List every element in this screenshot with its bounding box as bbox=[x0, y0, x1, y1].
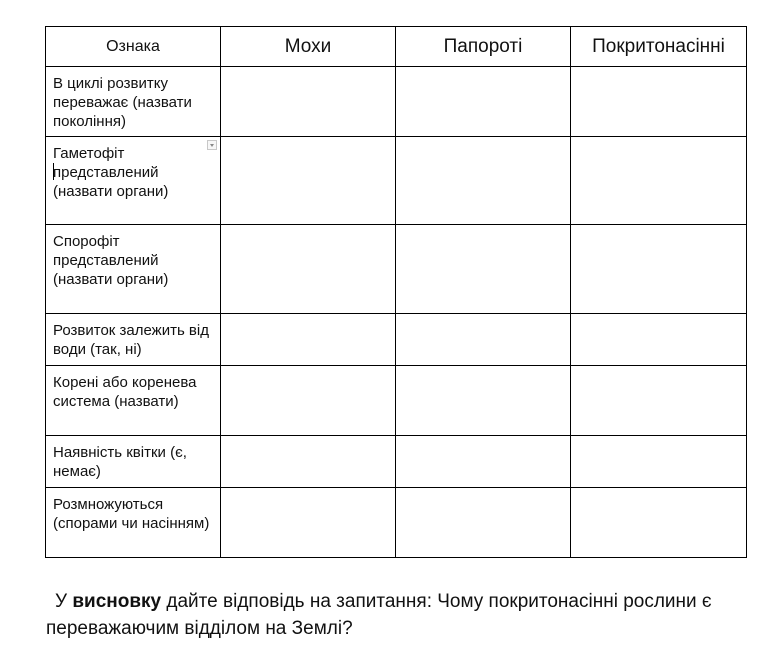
table-row bbox=[46, 488, 747, 558]
feature-label: Наявність квітки (є, немає) bbox=[53, 444, 187, 480]
answer-cell-ferns[interactable] bbox=[396, 314, 571, 366]
chevron-down-icon[interactable] bbox=[207, 140, 217, 150]
feature-label: Розмножуються (спорами чи насінням) bbox=[53, 496, 210, 532]
answer-cell-mosses[interactable] bbox=[221, 436, 396, 488]
table-row bbox=[46, 225, 747, 314]
traits-comparison-table bbox=[45, 26, 747, 558]
table-row bbox=[46, 314, 747, 366]
answer-cell-mosses[interactable] bbox=[221, 366, 396, 436]
conclusion-bold-word: висновку bbox=[72, 591, 162, 612]
answer-cell-ferns[interactable] bbox=[396, 436, 571, 488]
table-row bbox=[46, 436, 747, 488]
answer-cell-mosses[interactable] bbox=[221, 314, 396, 366]
feature-cell[interactable] bbox=[46, 436, 221, 488]
feature-label: Розвиток залежить від води (так, ні) bbox=[53, 322, 209, 358]
feature-label: Корені або коренева система (назвати) bbox=[53, 374, 197, 410]
header-mosses: Мохи bbox=[221, 27, 396, 67]
header-angiosperms: Покритонасінні bbox=[571, 27, 747, 67]
answer-cell-ferns[interactable] bbox=[396, 67, 571, 137]
answer-cell-angiosperms[interactable] bbox=[571, 225, 747, 314]
feature-cell[interactable] bbox=[46, 225, 221, 314]
answer-cell-angiosperms[interactable] bbox=[571, 366, 747, 436]
feature-label bbox=[46, 137, 220, 201]
answer-cell-angiosperms[interactable] bbox=[571, 436, 747, 488]
feature-cell[interactable] bbox=[46, 314, 221, 366]
feature-cell[interactable] bbox=[46, 67, 221, 137]
feature-cell[interactable] bbox=[46, 137, 221, 225]
answer-cell-angiosperms[interactable] bbox=[571, 314, 747, 366]
table-row bbox=[46, 366, 747, 436]
table-row bbox=[46, 67, 747, 137]
answer-cell-angiosperms[interactable] bbox=[571, 488, 747, 558]
answer-cell-ferns[interactable] bbox=[396, 366, 571, 436]
answer-cell-mosses[interactable] bbox=[221, 67, 396, 137]
answer-cell-mosses[interactable] bbox=[221, 225, 396, 314]
feature-label: Спорофіт представлений (назвати органи) bbox=[53, 233, 169, 288]
feature-label: В циклі розвитку переважає (назвати покоління) bbox=[53, 75, 192, 130]
conclusion-text: дайте відповідь на запитання: Чому покритонасінні рослини є переважаючим відділом на Землі? bbox=[46, 591, 712, 639]
answer-cell-mosses[interactable] bbox=[221, 488, 396, 558]
answer-cell-ferns[interactable] bbox=[396, 225, 571, 314]
answer-cell-angiosperms[interactable] bbox=[571, 67, 747, 137]
conclusion-prefix: У bbox=[55, 591, 73, 612]
table-row bbox=[46, 137, 747, 225]
feature-label-line1: Гаметофіт bbox=[53, 145, 125, 162]
header-ferns: Папороті bbox=[396, 27, 571, 67]
answer-cell-ferns[interactable] bbox=[396, 137, 571, 225]
feature-cell[interactable] bbox=[46, 366, 221, 436]
feature-label-line2: представлений (назвати органи) bbox=[53, 164, 169, 200]
answer-cell-mosses[interactable] bbox=[221, 137, 396, 225]
answer-cell-ferns[interactable] bbox=[396, 488, 571, 558]
conclusion-paragraph bbox=[46, 588, 746, 642]
answer-cell-angiosperms[interactable] bbox=[571, 137, 747, 225]
header-feature: Ознака bbox=[46, 27, 221, 67]
feature-cell[interactable] bbox=[46, 488, 221, 558]
table-header-row bbox=[46, 27, 747, 67]
